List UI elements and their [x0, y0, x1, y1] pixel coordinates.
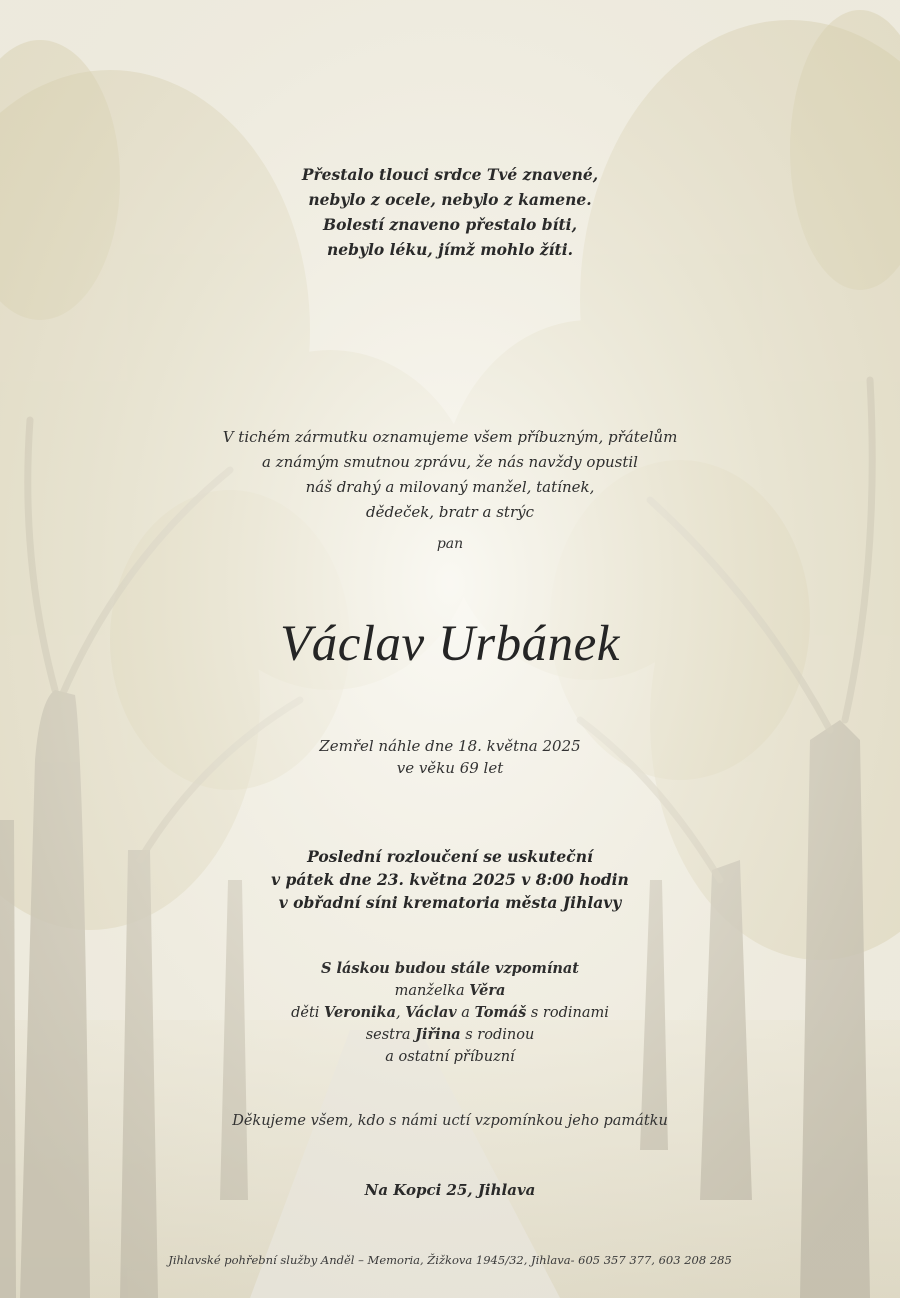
poem-line: Přestalo tlouci srdce Tvé znavené,	[301, 165, 599, 184]
poem-line: Bolestí znaveno přestalo bíti,	[323, 215, 577, 234]
mourners-list	[0, 958, 900, 1068]
death-date-line: Zemřel náhle dne 18. května 2025	[319, 737, 581, 755]
announcement-line: V tichém zármutku oznamujeme všem příbuzným, přátelům	[222, 428, 678, 446]
mourners-heading: S láskou budou stále vzpomínat	[321, 960, 579, 977]
deceased-name: Václav Urbánek	[280, 616, 620, 672]
announcement-line: dědeček, bratr a strýc	[365, 503, 535, 521]
mourner-sister: sestra Jiřina s rodinou	[365, 1026, 535, 1043]
thanks-note: Děkujeme všem, kdo s námi uctí vzpomínkou jeho památku	[232, 1113, 668, 1129]
announcement-line: a známým smutnou zprávu, že nás navždy opustil	[262, 453, 638, 471]
mourner-children: děti Veronika, Václav a Tomáš s rodinami	[291, 1004, 609, 1021]
mourner-others: a ostatní příbuzní	[385, 1049, 515, 1065]
death-details	[0, 735, 900, 779]
family-address: Na Kopci 25, Jihlava	[364, 1181, 536, 1199]
funeral-line: Poslední rozloučení se uskuteční	[307, 847, 593, 866]
funeral-details	[0, 845, 900, 914]
memorial-poem	[0, 162, 900, 262]
mourner-wife: manželka Věra	[394, 982, 506, 999]
poem-line: nebylo z ocele, nebylo z kamene.	[308, 190, 592, 209]
poem-line: nebylo léku, jímž mohlo žíti.	[326, 240, 573, 259]
announcement-text	[0, 425, 900, 525]
funeral-line: v obřadní síni krematoria města Jihlavy	[278, 893, 622, 912]
honorific: pan	[436, 536, 464, 552]
announcement-line: náš drahý a milovaný manžel, tatínek,	[305, 478, 595, 496]
funeral-line: v pátek dne 23. května 2025 v 8:00 hodin	[271, 870, 629, 889]
age-line: ve věku 69 let	[396, 759, 504, 777]
funeral-service-footer: Jihlavské pohřební služby Anděl – Memoria, Žižkova 1945/32, Jihlava- 605 357 377, 603 208 285	[168, 1253, 732, 1267]
